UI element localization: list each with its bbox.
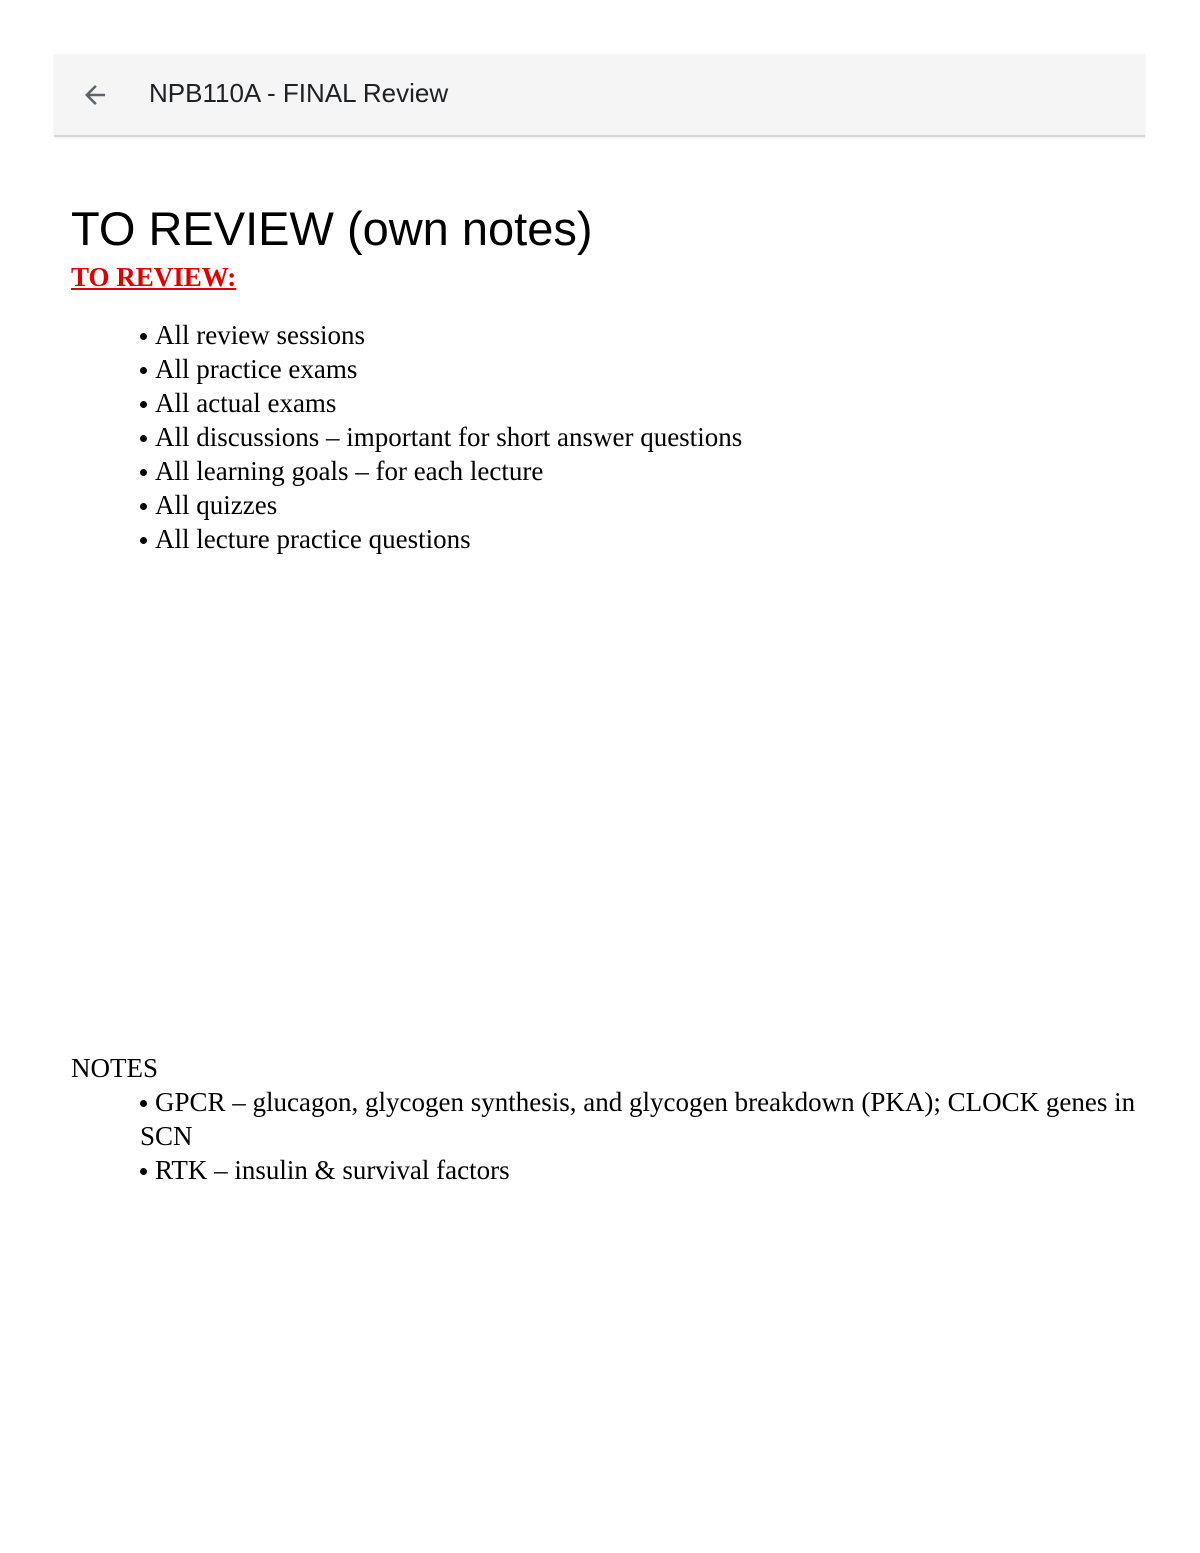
bullet-icon [140, 1100, 147, 1107]
arrow-back-icon [80, 80, 110, 110]
list-item-text: All learning goals – for each lecture [155, 456, 544, 486]
list-item [140, 1085, 1140, 1153]
review-list [140, 318, 742, 556]
list-item-text: All lecture practice questions [155, 524, 471, 554]
list-item-text: All practice exams [155, 354, 358, 384]
list-item [140, 420, 742, 454]
bullet-icon [140, 1168, 147, 1175]
notes-label: NOTES [71, 1053, 158, 1083]
list-item-text: RTK – insulin & survival factors [155, 1155, 510, 1185]
bullet-icon [140, 503, 147, 510]
list-item [140, 1153, 1140, 1187]
bullet-icon [140, 401, 147, 408]
page-heading: TO REVIEW (own notes) [71, 202, 593, 255]
bullet-icon [140, 367, 147, 374]
app-bar [54, 54, 1145, 137]
list-item-text: GPCR – glucagon, glycogen synthesis, and glycogen breakdown (PKA); CLOCK genes in SCN [140, 1087, 1136, 1151]
list-item [140, 522, 742, 556]
list-item [140, 454, 742, 488]
list-item [140, 488, 742, 522]
list-item-text: All quizzes [155, 490, 278, 520]
list-item-text: All discussions – important for short answer questions [155, 422, 743, 452]
bullet-icon [140, 537, 147, 544]
list-item [140, 318, 742, 352]
list-item-text: All actual exams [155, 388, 337, 418]
bullet-icon [140, 333, 147, 340]
notes-list [140, 1085, 1140, 1187]
bullet-icon [140, 469, 147, 476]
review-subheading: TO REVIEW: [71, 262, 237, 292]
list-item [140, 352, 742, 386]
list-item-text: All review sessions [155, 320, 365, 350]
document-title: NPB110A - FINAL Review [149, 78, 449, 108]
list-item [140, 386, 742, 420]
back-button[interactable] [76, 76, 114, 114]
bullet-icon [140, 435, 147, 442]
